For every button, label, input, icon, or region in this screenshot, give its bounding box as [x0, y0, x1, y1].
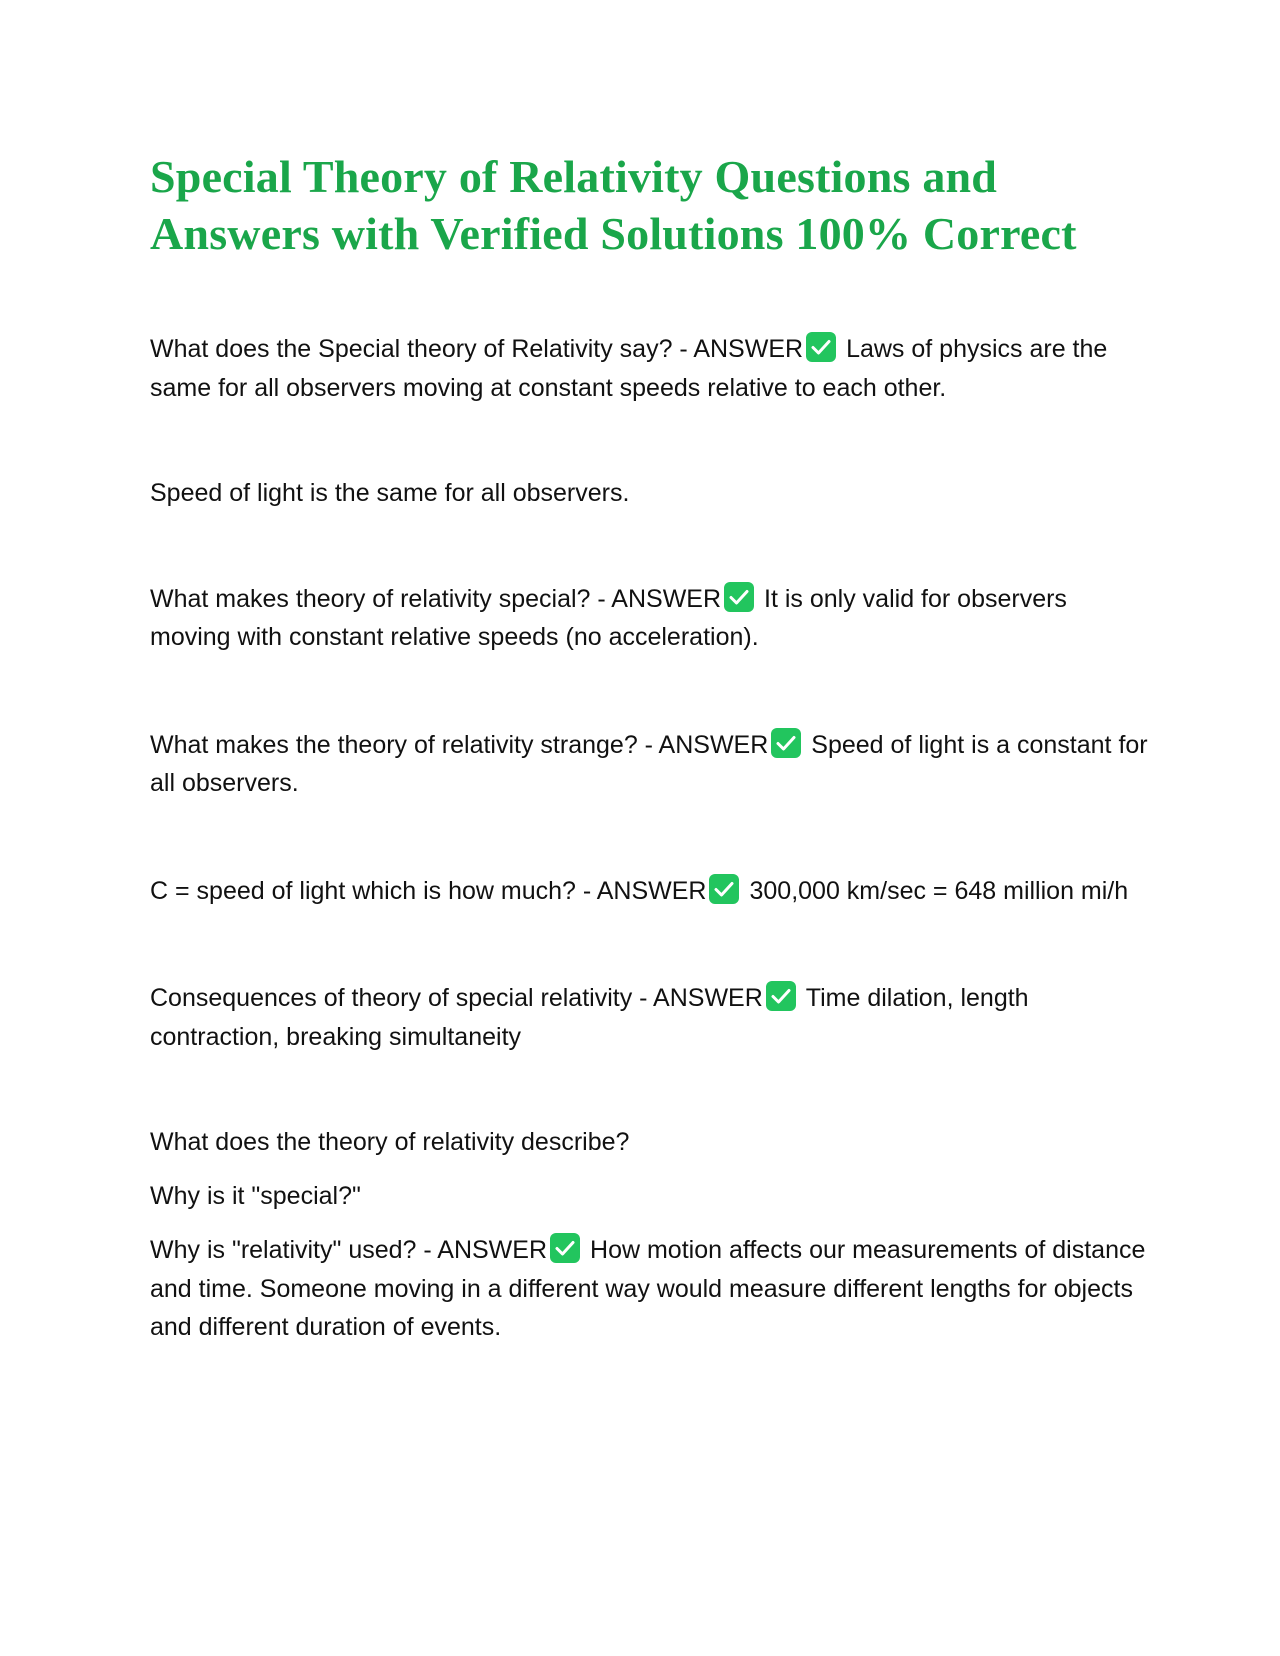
statement-text: Speed of light is the same for all observers.	[150, 479, 630, 507]
title-line-1: Special Theory of Relativity Questions and	[150, 151, 998, 202]
qa-item	[150, 580, 1150, 657]
question-text: What does the Special theory of Relativity say? - ANSWER	[150, 335, 804, 363]
qa-item	[150, 1231, 1150, 1347]
title-line-2: Answers with Verified Solutions 100% Correct	[150, 208, 1077, 259]
question-text: Consequences of theory of special relativity - ANSWER	[150, 984, 763, 1012]
answer-text: 300,000 km/sec = 648 million mi/h	[749, 876, 1129, 905]
checkmark-box-icon	[709, 874, 739, 904]
checkmark-box-icon	[724, 582, 754, 612]
question-line: What does the theory of relativity describe?	[150, 1128, 630, 1156]
answer-text: Laws of physics are the same for all observers moving at constant speeds relative to each other.	[150, 335, 1108, 402]
answer-text: How motion affects our measurements of distance and time. Someone moving in a different way would measure different lengths for objects and different duration of events.	[150, 1236, 1146, 1341]
checkmark-box-icon	[766, 981, 796, 1011]
question-text: What makes the theory of relativity strange? - ANSWER	[150, 730, 769, 759]
checkmark-box-icon	[806, 332, 836, 362]
checkmark-box-icon	[550, 1233, 580, 1263]
document-page	[150, 148, 1150, 1347]
question-line: Why is it "special?"	[150, 1181, 361, 1210]
qa-item	[150, 979, 1150, 1056]
checkmark-box-icon	[771, 728, 801, 758]
answer-text: Time dilation, length contraction, breaking simultaneity	[150, 984, 1029, 1051]
qa-item	[150, 726, 1150, 803]
qa-item	[150, 872, 1150, 911]
question-text: C = speed of light which is how much? - ANSWER	[150, 876, 707, 905]
qa-item	[150, 330, 1150, 407]
question-text: What makes theory of relativity special? - ANSWER	[150, 584, 722, 613]
question-text: Why is "relativity" used? - ANSWER	[150, 1236, 548, 1264]
document-title	[150, 148, 1150, 262]
answer-text: It is only valid for observers moving with constant relative speeds (no acceleration).	[150, 584, 1067, 651]
answer-text: Speed of light is a constant for all observers.	[150, 730, 1148, 797]
